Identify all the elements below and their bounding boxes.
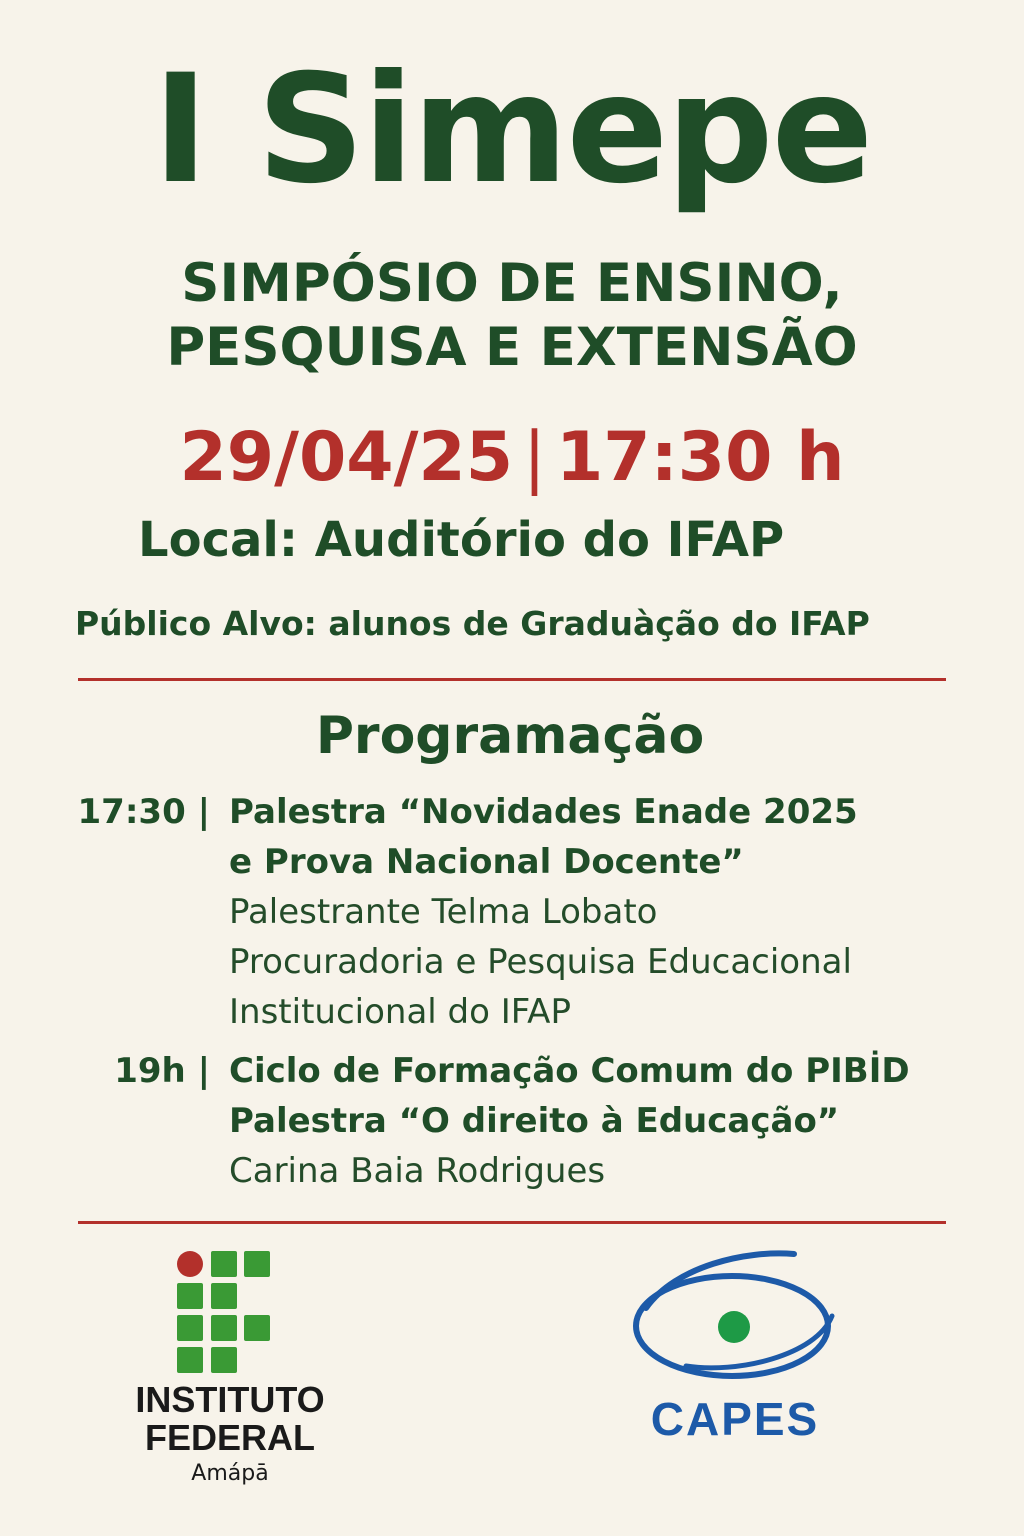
event-time: 17:30 h — [555, 418, 845, 497]
divider-top — [78, 678, 946, 681]
program-item-2-time: 19h | — [114, 1051, 210, 1091]
if-wordmark-line-3: Amápā — [191, 1461, 269, 1486]
if-logo-square — [211, 1251, 237, 1277]
program-item-1 — [229, 787, 999, 1037]
program-item-1-title-line-1: Palestra “Novidades Enade 2025 — [229, 792, 858, 832]
capes-logo-icon — [626, 1246, 844, 1386]
if-wordmark-line-1: INSTITUTO — [135, 1379, 325, 1420]
program-item-2-title-line-2: Palestra “O direito à Educação” — [229, 1101, 840, 1141]
subtitle-line-1: SIMPÓSIO DE ENSINO, — [181, 253, 843, 314]
capes-green-dot — [718, 1311, 750, 1343]
if-logo-red-circle — [177, 1251, 203, 1277]
divider-bottom — [78, 1221, 946, 1224]
program-item-1-time: 17:30 | — [77, 792, 210, 832]
event-date: 29/04/25 — [179, 418, 514, 497]
instituto-federal-wordmark — [100, 1381, 360, 1491]
if-logo-square — [177, 1283, 203, 1309]
if-logo-square — [177, 1347, 203, 1373]
program-heading: Programação — [315, 706, 705, 766]
capes-orbit-arc-lower — [686, 1316, 832, 1368]
capes-wordmark: CAPES — [650, 1393, 820, 1445]
datetime-separator: | — [523, 418, 546, 497]
program-item-1-detail-line-2: Procuradoria e Pesquisa Educacional — [229, 942, 852, 982]
program-item-2-title-line-1: Ciclo de Formação Comum do PIBİD — [229, 1051, 910, 1091]
program-item-1-detail-line-1: Palestrante Telma Lobato — [229, 892, 658, 932]
instituto-federal-logo-icon — [176, 1250, 276, 1374]
subtitle-line-2: PESQUISA E EXTENSÃO — [166, 317, 858, 378]
if-logo-square — [244, 1315, 270, 1341]
program-item-2 — [229, 1046, 999, 1196]
if-logo-square — [211, 1347, 237, 1373]
program-item-1-title-line-2: e Prova Nacional Docente” — [229, 842, 744, 882]
event-location: Local: Auditório do IFAP — [138, 512, 785, 568]
event-audience: Público Alvo: alunos de Graduàção do IFAP — [75, 604, 870, 643]
if-logo-square — [211, 1283, 237, 1309]
event-subtitle — [0, 252, 1024, 380]
program-item-2-detail-line-1: Carina Baia Rodrigues — [229, 1151, 606, 1191]
if-logo-square — [177, 1315, 203, 1341]
if-logo-square — [211, 1315, 237, 1341]
program-item-1-detail-line-3: Institucional do IFAP — [229, 992, 571, 1032]
event-datetime — [0, 418, 1024, 498]
event-title: I Simepe — [152, 43, 872, 217]
if-logo-square — [244, 1251, 270, 1277]
if-wordmark-line-2: FEDERAL — [145, 1417, 315, 1458]
